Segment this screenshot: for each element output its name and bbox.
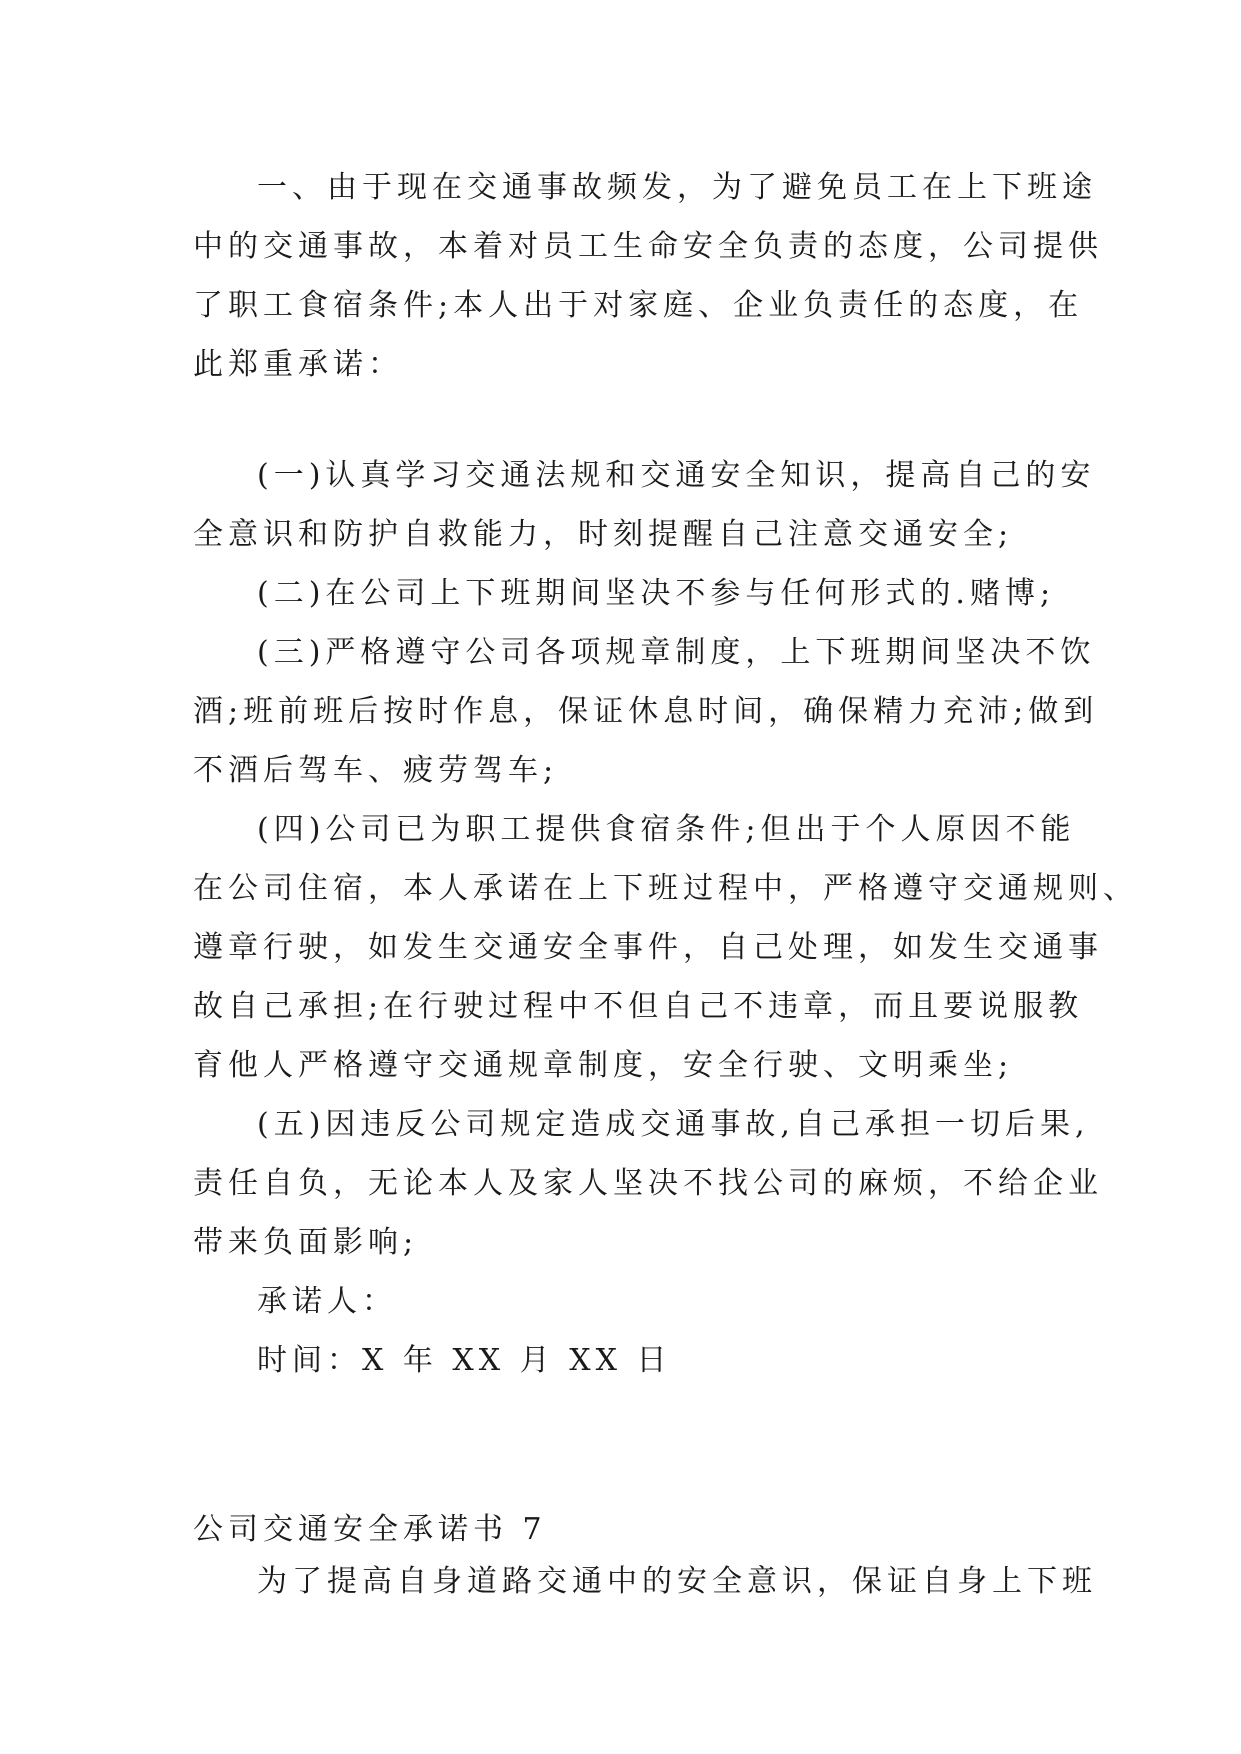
intro-line: 了职工食宿条件;本人出于对家庭、企业负责任的态度，在	[193, 288, 1084, 323]
section-heading	[193, 1500, 1049, 1559]
commitment-item-2	[193, 564, 1056, 623]
date-line: 时间：X 年 XX 月 XX 日	[257, 1343, 672, 1378]
item-line: (二)在公司上下班期间坚决不参与任何形式的.赌博;	[257, 576, 1056, 611]
commitment-list	[193, 446, 1138, 1390]
item-line: 不酒后驾车、疲劳驾车;	[193, 753, 559, 788]
intro-paragraph	[193, 158, 1103, 394]
item-line: 遵章行驶，如发生交通安全事件，自己处理，如发生交通事	[193, 930, 1103, 965]
item-line: (五)因违反公司规定造成交通事故,自己承担一切后果,	[257, 1107, 1090, 1142]
commitment-item-4	[193, 800, 1138, 1095]
commitment-item-1	[193, 446, 1096, 564]
item-line: 责任自负，无论本人及家人坚决不找公司的麻烦，不给企业	[193, 1166, 1103, 1201]
next-section-title: 公司交通安全承诺书 7	[193, 1512, 547, 1547]
item-line: (三)严格遵守公司各项规章制度，上下班期间坚决不饮	[257, 635, 1096, 670]
item-line: 酒;班前班后按时作息，保证休息时间，确保精力充沛;做到	[193, 694, 1099, 729]
item-line: 在公司住宿，本人承诺在上下班过程中，严格遵守交通规则、	[193, 871, 1138, 906]
item-line: 带来负面影响;	[193, 1225, 419, 1260]
signer-label: 承诺人：	[257, 1284, 397, 1319]
next-section-paragraph	[193, 1552, 1097, 1611]
item-line: (一)认真学习交通法规和交通安全知识，提高自己的安	[257, 458, 1096, 493]
intro-line: 此郑重承诺：	[193, 347, 403, 382]
intro-line: 中的交通事故，本着对员工生命安全负责的态度，公司提供	[193, 229, 1103, 264]
item-line: (四)公司已为职工提供食宿条件;但出于个人原因不能	[257, 812, 1076, 847]
item-line: 育他人严格遵守交通规章制度，安全行驶、文明乘坐;	[193, 1048, 1014, 1083]
commitment-item-3	[193, 623, 1099, 800]
item-line: 全意识和防护自救能力，时刻提醒自己注意交通安全;	[193, 517, 1014, 552]
item-line: 故自己承担;在行驶过程中不但自己不违章，而且要说服教	[193, 989, 1084, 1024]
next-section-first-line: 为了提高自身道路交通中的安全意识，保证自身上下班	[257, 1564, 1097, 1599]
intro-line: 一、由于现在交通事故频发，为了避免员工在上下班途	[257, 170, 1097, 205]
commitment-item-5	[193, 1095, 1103, 1272]
